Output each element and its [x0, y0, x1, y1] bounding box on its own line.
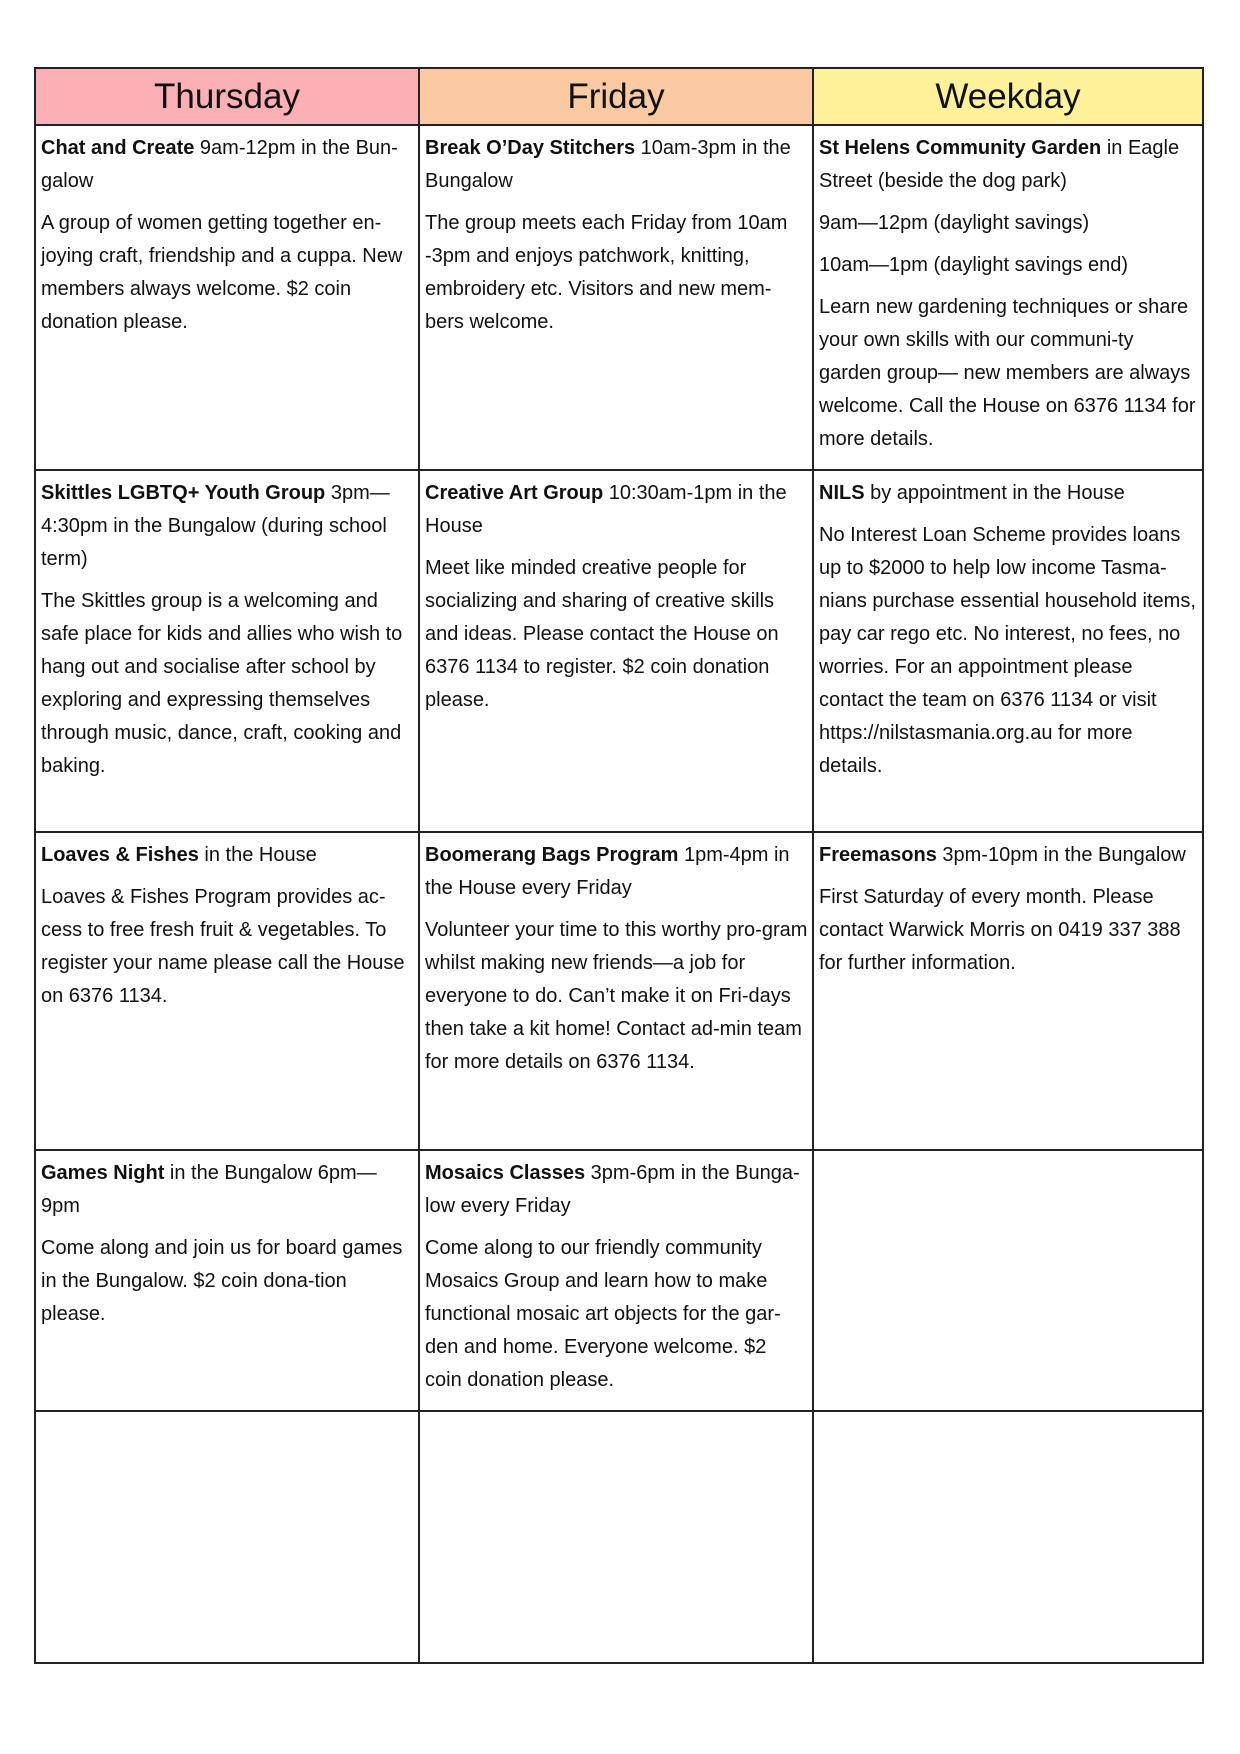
entry-heading [425, 477, 808, 543]
entry-detail: in Eagle Street (beside the dog park) [819, 137, 1180, 192]
entry-description: Meet like minded creative people for socializing and sharing of creative skills and ideas. Please contact the House on 6376 1134 to register. $2 coin donation please. [425, 557, 779, 711]
cell-friday [419, 832, 813, 1150]
table-row [35, 1150, 1203, 1411]
entry-name: Loaves & Fishes [41, 844, 199, 866]
cell-weekday [813, 832, 1203, 1150]
entry-description: No Interest Loan Scheme provides loans up to $2000 to help low income Tasma-nians purchase essential household items, pay car rego etc. No interest, no fees, no worries. For an appointment please contact the team on 6376 1134 or visit https://nilstasmania.org.au for more details. [819, 524, 1196, 777]
schedule-table [34, 67, 1204, 1664]
entry-name: St Helens Community Garden [819, 137, 1102, 159]
entry-heading [819, 132, 1198, 198]
entry-detail: 10am-3pm in the Bungalow [425, 137, 791, 192]
entry-description: The Skittles group is a welcoming and safe place for kids and allies who wish to hang out and socialise after school by exploring and expressing themselves through music, dance, craft, cooking and baking. [41, 590, 403, 777]
entry-heading [425, 132, 808, 198]
entry-description: First Saturday of every month. Please contact Warwick Morris on 0419 337 388 for further information. [819, 886, 1181, 974]
cell-thursday [35, 1150, 419, 1411]
cell-weekday-empty [813, 1411, 1203, 1663]
cell-thursday [35, 470, 419, 832]
entry-detail: 9am-12pm in the Bun-galow [41, 137, 398, 192]
column-header-friday: Friday [419, 68, 813, 125]
entry-detail: 3pm-10pm in the Bungalow [936, 844, 1186, 866]
entry-heading [819, 839, 1198, 872]
cell-friday [419, 125, 813, 470]
entry-heading [41, 1157, 414, 1223]
entry-detail: in the House [198, 844, 317, 866]
entry-name: Break O’Day Stitchers [425, 137, 636, 159]
entry-name: NILS [819, 482, 865, 504]
entry-heading [425, 839, 808, 905]
cell-weekday [813, 125, 1203, 470]
cell-thursday [35, 832, 419, 1150]
entry-detail: 1pm-4pm in the House every Friday [425, 844, 790, 899]
header-row [35, 68, 1203, 125]
table-row [35, 832, 1203, 1150]
entry-hours: 9am—12pm (daylight savings) [819, 212, 1090, 234]
cell-friday-empty [419, 1411, 813, 1663]
entry-name: Skittles LGBTQ+ Youth Group [41, 482, 326, 504]
entry-heading [41, 132, 414, 198]
cell-thursday-empty [35, 1411, 419, 1663]
table-row [35, 125, 1203, 470]
entry-heading [41, 839, 414, 872]
cell-friday [419, 470, 813, 832]
entry-name: Boomerang Bags Program [425, 844, 679, 866]
entry-description: Volunteer your time to this worthy pro-gram whilst making new friends—a job for everyone to do. Can’t make it on Fri-days then take a kit home! Contact ad-min team for more details on 6376 1134. [425, 919, 808, 1073]
cell-weekday-empty [813, 1150, 1203, 1411]
entry-hours: 10am—1pm (daylight savings end) [819, 254, 1129, 276]
entry-heading [819, 477, 1198, 510]
entry-description: A group of women getting together en-joying craft, friendship and a cuppa. New members always welcome. $2 coin donation please. [41, 212, 403, 333]
cell-thursday [35, 125, 419, 470]
entry-description: Learn new gardening techniques or share your own skills with our communi-ty garden group— new members are always welcome. Call the House on 6376 1134 for more details. [819, 296, 1196, 450]
column-header-thursday: Thursday [35, 68, 419, 125]
table-row [35, 470, 1203, 832]
entry-detail: 3pm—4:30pm in the Bungalow (during school term) [41, 482, 390, 570]
cell-friday [419, 1150, 813, 1411]
entry-detail: by appointment in the House [864, 482, 1125, 504]
entry-heading [425, 1157, 808, 1223]
entry-description: Loaves & Fishes Program provides ac-cess to free fresh fruit & vegetables. To register your name please call the House on 6376 1134. [41, 886, 405, 1007]
entry-heading [41, 477, 414, 576]
entry-description: Come along and join us for board games in the Bungalow. $2 coin dona-tion please. [41, 1237, 403, 1325]
entry-detail: 10:30am-1pm in the House [425, 482, 787, 537]
entry-description: The group meets each Friday from 10am -3pm and enjoys patchwork, knitting, embroidery etc. Visitors and new mem-bers welcome. [425, 212, 788, 333]
entry-name: Games Night [41, 1162, 165, 1184]
column-header-weekday: Weekday [813, 68, 1203, 125]
entry-detail: in the Bungalow 6pm—9pm [41, 1162, 377, 1217]
entry-name: Chat and Create [41, 137, 195, 159]
entry-description: Come along to our friendly community Mosaics Group and learn how to make functional mosaic art objects for the gar-den and home. Everyone welcome. $2 coin donation please. [425, 1237, 781, 1391]
cell-weekday [813, 470, 1203, 832]
entry-detail: 3pm-6pm in the Bunga-low every Friday [425, 1162, 800, 1217]
entry-name: Mosaics Classes [425, 1162, 586, 1184]
table-row-empty [35, 1411, 1203, 1663]
entry-name: Freemasons [819, 844, 937, 866]
entry-name: Creative Art Group [425, 482, 604, 504]
